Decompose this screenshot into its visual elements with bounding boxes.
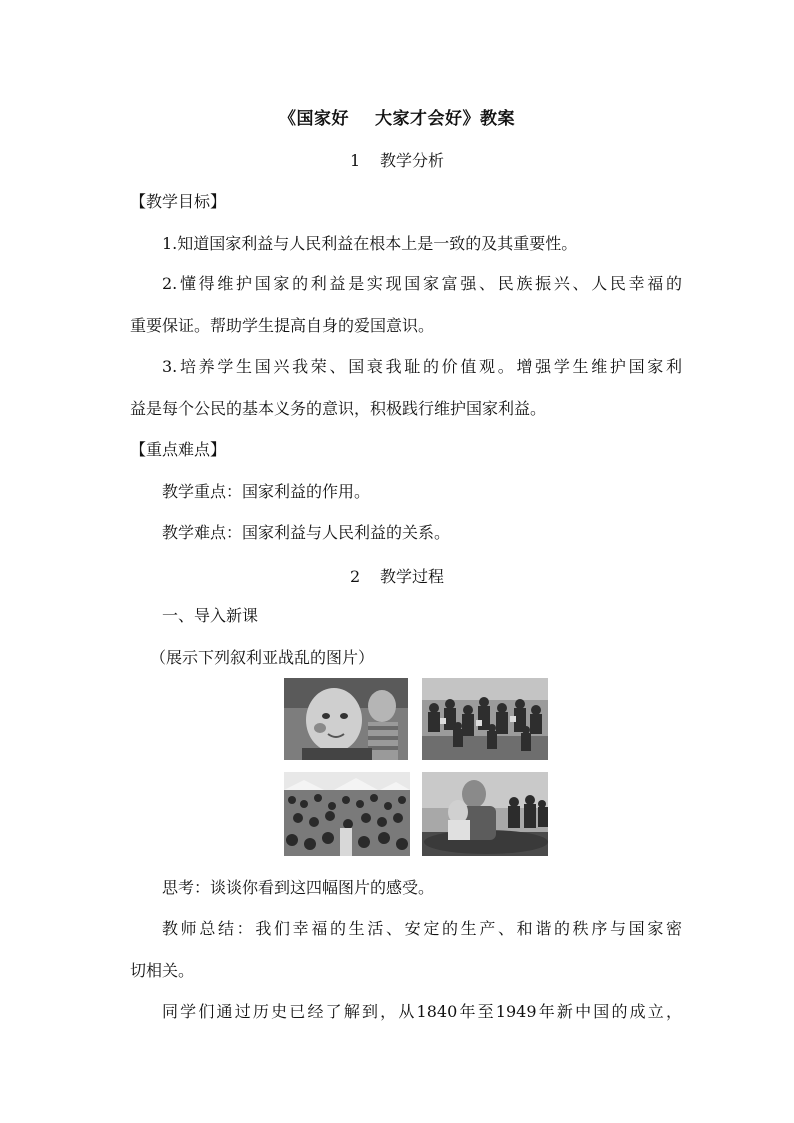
- section-number: 1: [349, 151, 361, 170]
- section-label: 教学分析: [379, 151, 444, 170]
- section-label: 教学过程: [379, 567, 444, 586]
- summary-line-2: 切相关。: [130, 961, 195, 980]
- goal-3-line-2: 益是每个公民的基本义务的意识，积极践行维护国家利益。: [130, 399, 547, 418]
- goal-3-line-1: 3.培养学生国兴我荣、国衰我耻的价值观。增强学生维护国家利: [162, 357, 682, 376]
- history-line: 同学们通过历史已经了解到，从1840年至1949年新中国的成立，: [162, 1002, 682, 1021]
- photo-refugees-on-beach: [422, 678, 548, 760]
- rescue-photo-icon: [422, 772, 548, 856]
- goal-2-line-1: 2.懂得维护国家的利益是实现国家富强、民族振兴、人民幸福的: [162, 274, 682, 293]
- photo-man-holding-child-boat: [422, 772, 548, 856]
- title-part-a: 《国家好: [279, 109, 349, 129]
- goal-1: 1.知道国家利益与人民利益在根本上是一致的及其重要性。: [162, 234, 578, 253]
- goals-heading: 【教学目标】: [130, 192, 227, 211]
- key-point: 教学重点：国家利益的作用。: [162, 482, 371, 501]
- part-1-heading: 一、导入新课: [162, 606, 259, 625]
- key-points-heading: 【重点难点】: [130, 440, 227, 459]
- camp-crowd-photo-icon: [284, 772, 410, 856]
- section-heading-analysis: [0, 148, 794, 171]
- section-heading-process: [0, 564, 794, 587]
- document-title: [0, 104, 794, 129]
- child-photo-icon: [284, 678, 408, 760]
- difficult-point: 教学难点：国家利益与人民利益的关系。: [162, 523, 451, 542]
- title-part-b: 大家才会好》教案: [375, 109, 515, 129]
- section-number: 2: [349, 567, 361, 586]
- refugee-crowd-photo-icon: [422, 678, 548, 760]
- photo-caption: （展示下列叙利亚战乱的图片）: [150, 648, 375, 667]
- photo-refugee-camp-crowd: [284, 772, 410, 856]
- summary-line-1: 教师总结：我们幸福的生活、安定的生产、和谐的秩序与国家密: [162, 919, 682, 938]
- think-question: 思考：谈谈你看到这四幅图片的感受。: [162, 878, 435, 897]
- goal-2-line-2: 重要保证。帮助学生提高自身的爱国意识。: [130, 316, 435, 335]
- photo-crying-child: [284, 678, 408, 760]
